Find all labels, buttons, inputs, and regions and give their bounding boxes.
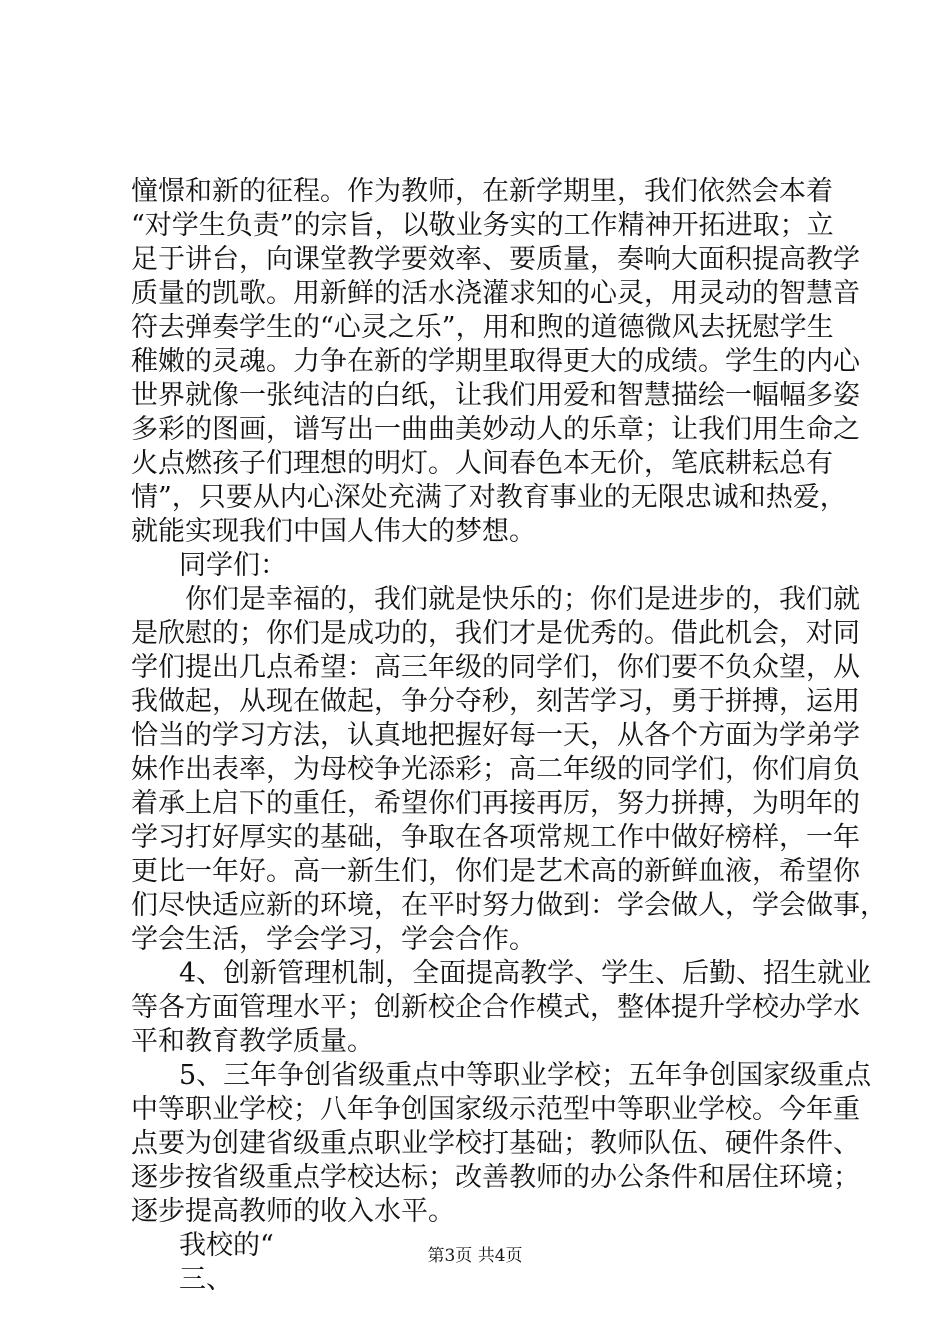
text-line-27: 5、三年争创省级重点中等职业学校；五年争创国家级重点 [179,1060,872,1091]
text-line-18: 妹作出表率，为母校争光添彩；高二年级的同学们，你们肩负 [131,754,860,785]
text-line-6: 稚嫩的灵魂。力争在新的学期里取得更大的成绩。学生的内心 [131,346,860,377]
text-line-7: 世界就像一张纯洁的白纸，让我们用爱和智慧描绘一幅幅多姿 [131,380,860,411]
text-line-2: “对学生负责”的宗旨，以敬业务实的工作精神开拓进取；立 [131,210,834,241]
page-number-footer: 第3页 共4页 [427,1246,523,1266]
text-line-16: 我做起，从现在做起，争分夺秒，刻苦学习，勇于拼搏，运用 [131,686,860,717]
text-line-10: 情”，只要从内心深处充满了对教育事业的无限忠诚和热爱， [131,482,847,513]
text-line-26: 平和教育教学质量。 [131,1026,374,1057]
text-line-9: 火点燃孩子们理想的明灯。人间春色本无价，笔底耕耘总有 [131,448,833,479]
text-line-4: 质量的凯歌。用新鲜的活水浇灌求知的心灵，用灵动的智慧音 [131,278,860,309]
text-line-20: 学习打好厚实的基础，争取在各项常规工作中做好榜样，一年 [131,822,860,853]
text-line-31: 逐步提高教师的收入水平。 [131,1196,455,1227]
text-line-25: 等各方面管理水平；创新校企合作模式，整体提升学校办学水 [131,992,860,1023]
text-line-30: 逐步按省级重点学校达标；改善教师的办公条件和居住环境； [131,1162,860,1193]
text-line-17: 恰当的学习方法，认真地把握好每一天，从各个方面为学弟学 [131,720,860,751]
text-line-11: 就能实现我们中国人伟大的梦想。 [131,516,536,547]
text-line-33: 三、 [179,1264,233,1295]
text-line-24: 4、创新管理机制，全面提高教学、学生、后勤、招生就业 [179,958,872,989]
text-line-15: 学们提出几点希望：高三年级的同学们，你们要不负众望，从 [131,652,860,683]
text-line-13: 你们是幸福的，我们就是快乐的；你们是进步的，我们就 [185,584,860,615]
text-line-8: 多彩的图画，谱写出一曲曲美妙动人的乐章；让我们用生命之 [131,414,860,445]
text-line-12: 同学们： [179,550,287,581]
text-line-5: 符去弹奏学生的“心灵之乐”，用和煦的道德微风去抚慰学生 [131,312,834,343]
document-body [131,175,887,1297]
text-line-23: 学会生活，学会学习，学会合作。 [131,924,536,955]
text-line-29: 点要为创建省级重点职业学校打基础；教师队伍、硬件条件、 [131,1128,860,1159]
text-line-14: 是欣慰的；你们是成功的，我们才是优秀的。借此机会，对同 [131,618,860,649]
text-line-28: 中等职业学校；八年争创国家级示范型中等职业学校。今年重 [131,1094,860,1125]
text-line-19: 着承上启下的重任，希望你们再接再厉，努力拼搏，为明年的 [131,788,860,819]
text-line-22: 们尽快适应新的环境，在平时努力做到：学会做人，学会做事， [131,890,887,921]
text-line-21: 更比一年好。高一新生们，你们是艺术高的新鲜血液，希望你 [131,856,860,887]
text-line-1: 憧憬和新的征程。作为教师，在新学期里，我们依然会本着 [131,176,833,207]
text-line-3: 足于讲台，向课堂教学要效率、要质量，奏响大面积提高教学 [131,244,860,275]
text-line-32: 我校的“ [179,1230,274,1261]
